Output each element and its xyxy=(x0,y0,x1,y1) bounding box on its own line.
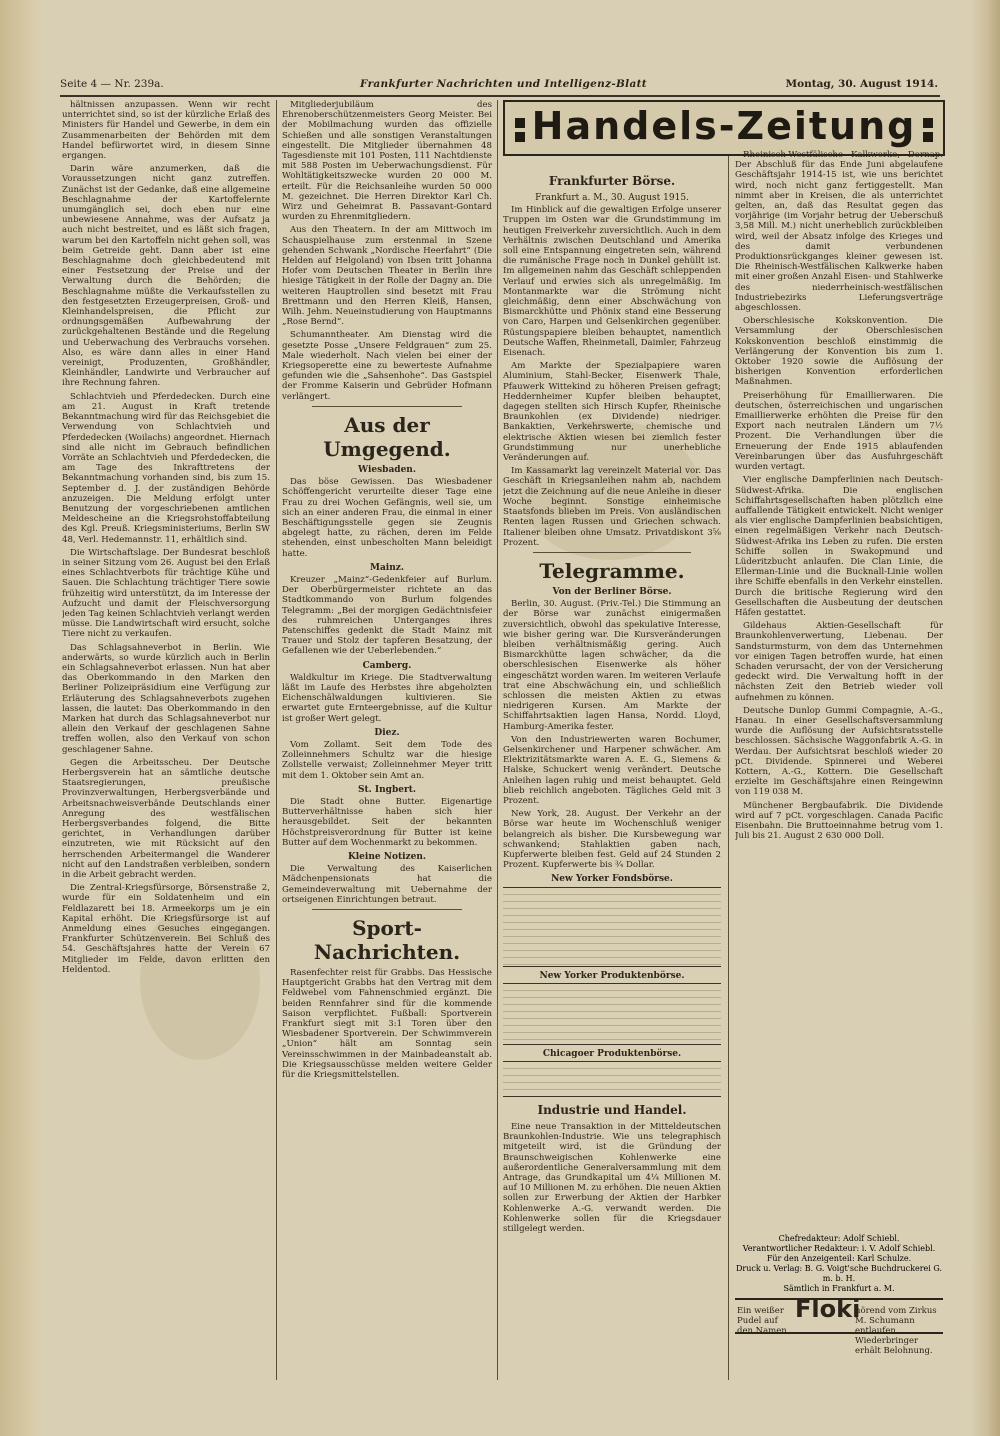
header-rule xyxy=(60,95,940,97)
article-paragraph: Gildehaus Aktien-Gesellschaft für Braunkohlenverwertung, Liebenau. Der Sandsturmsturm, von dem das Unternehmen vor einigen Tagen betroffen wurde, hat einen Schaden verursacht, der von der Versicherung gedeckt wird. Die Verwaltung hofft in der nächsten Zeit den Betrieb wieder voll aufnehmen zu können. xyxy=(735,621,943,703)
section-title-boerse: Frankfurter Börse. xyxy=(548,174,676,188)
article-paragraph: Kreuzer „Mainz“-Gedenkfeier auf Burlum. Der Oberbürgermeister richtete an das Stadtkommando von Burlum folgendes Telegramm: „Bei der morgigen Gedächtnisfeier des ruhmreichen Unterganges ihres Patenschiffes gedenkt die Stadt Mainz mit Trauer und Stolz der tapferen Besatzung, der Gefallenen wie der Ueberlebenden.“ xyxy=(282,574,492,657)
ad-text-right: hörend vom Zirkus M. Schumann entlaufen. Wiederbringer erhält Belohnung. xyxy=(855,1306,937,1356)
column-4 xyxy=(735,150,943,1290)
section-rule xyxy=(533,552,691,553)
article-paragraph: Mitgliederjubiläum des Ehrenoberschützenmeisters Georg Meister. Bei der Mobilmachung wurden das offizielle Schießen und alle sonstigen Veranstaltungen eingestellt. Die Mitglieder übernahmen 48 Tagesdienste mit 101 Posten, 111 Nachtdienste mit 588 Posten im Ueberwachungsdienst. Für Wohltätigkeitszwecke wurden 20 000 M. erteilt. Für die Reichsanleihe wurden 50 000 M. gezeichnet. Die Herren Direktor Karl Ch. Wirz und Geheimrat B. Passavant-Gontard wurden zu Ehrenmitgliedern. xyxy=(282,100,492,223)
article-paragraph: Aus den Theatern. In der am Mittwoch im Schauspielhause zum erstenmal in Szene gehenden Schwank „Nordische Heerfahrt“ (Die Helden auf Helgoland) von Ibsen tritt Johanna Hofer vom Deutschen Theater in Berlin ihre hiesige Tätigkeit in der Rolle der Dagny an. Die weiteren Hauptrollen sind besetzt mit Frau Brettmann und den Herren Kleiß, Hansen, Wilh. Jehm. Neueinstudierung von Hauptmanns „Rose Bernd“. xyxy=(282,225,492,328)
handels-zeitung-title: Handels-Zeitung xyxy=(531,104,917,148)
article-paragraph: Im Hinblick auf die gewaltigen Erfolge unserer Truppen im Osten war die Grundstimmung im heutigen Freiverkehr zuversichtlich. Auch in dem Verhältnis zwischen Deutschland und Amerika soll eine Entspannung eingetreten sein, während die rumänische Frage noch in Dunkel gehüllt ist. Im allgemeinen nahm das Geschäft schleppenden Verlauf und erwies sich als unregelmäßig. Im Montanmarkte war die Strömung nicht gleichmäßig, denn einer Abschwächung von Bismarckhütte und Phönix stand eine Besserung von Caro, Harpen und Gelsenkirchen gegenüber. Rüstungspapiere bleiben behauptet, namentlich Deutsche Waffen, Rheinmetall, Daimler, Fahrzeug Eisenach. xyxy=(503,205,721,359)
masthead: Frankfurter Nachrichten und Intelligenz-Blatt xyxy=(360,78,647,90)
article-paragraph: Das böse Gewissen. Das Wiesbadener Schöffengericht verurteilte dieser Tage eine Frau zu drei Wochen Gefängnis, weil sie, um sich an einer anderen Frau, die einmal in einer Beschäftigungsstelle gegen sie Zeugnis abgelegt hatte, zu rächen, deren im Felde stehenden, einst unbescholten Mann beleidigt hatte. xyxy=(282,477,492,559)
article-paragraph: Schlachtvieh und Pferdedecken. Durch eine am 21. August in Kraft tretende Bekanntmachung wird für das Reichsgebiet die Verwendung von Schlachtvieh und Pferdedecken (Woilachs) angeordnet. Hiernach sind alle nicht im Gebrauch befindlichen Vorräte an Schlachtvieh und Pferdedecken, die am Tage des Inkrafttretens der Bekanntmachung vorhanden sind, bis zum 15. September d. J. der zuständigen Behörde anzuzeigen. Die Meldung erfolgt unter Benutzung der vorgeschriebenen amtlichen Meldescheine an die Kriegsrohstoffabteilung des Kgl. Preuß. Kriegsministeriums, Berlin SW 48, Verl. Hedemannstr. 11, erhältlich sind. xyxy=(62,391,270,545)
dateline: Frankfurt a. M., 30. August 1915. xyxy=(535,193,689,203)
article-paragraph: Das Schlagsahneverbot in Berlin. Wie anderwärts, so wurde kürzlich auch in Berlin ein Schlagsahneverbot erlassen. Nun hat aber das Oberkommando in den Marken den Berliner Polizeipräsidium eine Verfügung zur Erläuterung des Schlagsahneverbots zugehen lassen, die lautet: Das Oberkommando in den Marken hat durch das Schlagsahneverbot nur allein den Verkauf der geschlagenen Sahne treffen wollen, also den Verkauf von schon geschlagener Sahne. xyxy=(62,642,270,755)
page-number: Seite 4 — Nr. 239a. xyxy=(60,78,164,90)
imprint xyxy=(735,1234,943,1294)
imprint-line: Druck u. Verlag: B. G. Voigt'sche Buchdruckerei G. m. b. H. xyxy=(735,1264,943,1283)
article-paragraph: Von den Industriewerten waren Bochumer, Gelsenkirchener und Harpener schwächer. Am Elektrizitätsmarkte waren A. E. G., Siemens & Halske, Schuckert wenig verändert. Deutsche Anleihen lagen ruhig und meist behauptet. Geld blieb reichlich angeboten. Tägliches Geld mit 3 Prozent. xyxy=(503,734,721,806)
subsection-heading: Von der Berliner Börse. xyxy=(552,586,672,597)
binding-gutter xyxy=(0,0,42,1436)
section-title-sport: Sport-Nachrichten. xyxy=(313,916,461,965)
issue-date: Montag, 30. August 1914. xyxy=(785,78,938,90)
table-heading: Chicagoer Produktenbörse. xyxy=(542,1048,682,1059)
table-heading: New Yorker Fondsbörse. xyxy=(551,874,673,885)
ad-text-left: Ein weißer Pudel auf den Namen xyxy=(737,1306,787,1336)
locality-heading: Mainz. xyxy=(369,562,404,573)
article-paragraph: Die Verwaltung des Kaiserlichen Mädchenpensionats hat die Gemeindeverwaltung mit Uebernahme der ortseigenen Einrichtungen betraut. xyxy=(282,864,492,905)
article-paragraph: Vom Zollamt. Seit dem Tode des Zolleinnehmers Schultz war die hiesige Zollstelle verwaist; Zolleinnehmer Meyer tritt mit dem 1. Oktober sein Amt an. xyxy=(282,739,492,781)
article-paragraph: Rasenfechter reist für Grabbs. Das Hessische Hauptgericht Grabbs hat den Vertrag mit dem Feldwebel vom Fahnenschmied ergänzt. Die beiden Rennfahrer sind für die kommende Saison verpflichtet. Fußball: Sportverein Frankfurt siegt mit 3:1 Toren über den Wiesbadener Sportverein. Der Schwimmverein „Union“ hält am Sonntag sein Vereinsschwimmen in der Mainbadeanstalt ab. Die Kriegsausschüsse melden weitere Gelder für die Kriegsmittelstellen. xyxy=(282,968,492,1081)
column-divider xyxy=(276,100,277,1380)
section-title-telegramme: Telegramme. xyxy=(539,558,685,583)
article-paragraph: Die Stadt ohne Butter. Eigenartige Butterverhältnisse haben sich hier herausgebildet. Seit der bekannten Höchstpreisverordnung für Butter ist keine Butter auf dem Wochenmarkt zu bekommen. xyxy=(282,796,492,848)
section-rule xyxy=(312,909,462,910)
article-paragraph: Deutsche Dunlop Gummi Compagnie, A.-G., Hanau. In einer Gesellschaftsversammlung wurde die Auflösung der Aufsichtsratsstelle beschlossen. Sächsische Waggonfabrik A.-G. in Werdau. Der Aufsichtsrat beschloß wieder 20 pCt. Dividende. Spinnerei und Weberei Kottern, A.-G., Kottern. Die Gesellschaft erzielte im Geschäftsjahre einen Reingewinn von 119 038 M. xyxy=(735,705,943,798)
article-paragraph: Schumanntheater. Am Dienstag wird die gesetzte Posse „Unsere Feldgrauen“ zum 25. Male wiederholt. Nach vielen bei einer der Kriegsoperette eine zu bewerteste Aufnahme gefunden wie die „Sahsenhohe“. Das Gastspiel der Fromme Kaiserin und Gebrüder Hofmann verlängert. xyxy=(282,330,492,402)
imprint-line: Sämtlich in Frankfurt a. M. xyxy=(783,1284,895,1293)
column-1 xyxy=(62,100,270,1385)
article-paragraph: Die Zentral-Kriegsfürsorge, Börsenstraße 2, wurde für ein Soldatenheim und ein Feldlazarett bei 18. Armeekorps um je ein Kapital erhöht. Die Kriegsfürsorge ist auf Anmeldung eines Gesuches eingegangen. Frankfurter Schützenverein. Bei Schluß des 54. Geschäftsjahres hatte der Verein 67 Mitglieder im Felde, davon erlitten den Heldentod. xyxy=(62,883,270,975)
article-paragraph: New York, 28. August. Der Verkehr an der Börse war heute im Wochenschluß weniger belangreich als bisher. Die Kursbewegung war schwankend; Stahlaktien gaben nach, Kupferwerte bleiben fest. Geld auf 24 Stunden 2 Prozent. Kupferwerte bis ¾ Dollar. xyxy=(503,809,721,871)
article-paragraph: Darin wäre anzumerken, daß die Voraussetzungen nicht ganz zutreffen. Zunächst ist der Gedanke, daß eine allgemeine Beschlagnahme der Kartoffelernte unumgänglich sei, doch eben nur eine unbewiesene Annahme, was der Aufsatz ja auch nicht bestreitet, und es läßt sich fragen, warum bei den Kartoffeln nicht gehen soll, was beim Getreide geht. Dann aber ist eine Beschlagnahme doch gleichbedeutend mit einer Festsetzung der Preise und der Verwaltung durch die Behörden; die Beschlagnahme müßte die Verkaufsstellen zu den festgesetzten Erzeugerpreisen, Groß- und Kleinhandelspreisen, die Pflicht zur ordnungsgemäßen Aufbewahrung der zurückgehaltenen Bestände und die Regelung und Ueberwachung des Verbrauchs vorsehen. Also, es wäre dann alles in einer Hand vereinigt, Produzenten, Großhändler, Kleinhändler, Landwirte und Verbraucher auf ihre Rechnung fahren. xyxy=(62,164,270,389)
stock-table-fonds xyxy=(503,887,721,967)
column-divider xyxy=(728,156,729,1380)
ad-headline: Floki xyxy=(795,1295,861,1323)
imprint-line: Für den Anzeigenteil: Karl Schulze. xyxy=(766,1254,912,1263)
locality-heading: Wiesbaden. xyxy=(358,464,416,475)
article-paragraph: Rheinisch-Westfälische Kalkwerke, Dornap. Der Abschluß für das Ende Juni abgelaufene Geschäftsjahr 1914-15 ist, wie uns berichtet wird, noch nicht ganz fertiggestellt. Man nimmt aber in Kreisen, die als unterrichtet gelten, an, daß das Resultat gegen das vorjährige (im Vorjahr betrug der Ueberschuß 3,58 Mill. M.) nicht unerheblich zurückbleiben wird, weil der Absatz infolge des Krieges und des damit verbundenen Produktionsrückganges kleiner gewesen ist. Die Rheinisch-Westfälischen Kalkwerke haben mit einer großen Anzahl Eisen- und Stahlwerke des niederrheinisch-westfälischen Industriebezirks Lieferungsverträge abgeschlossen. xyxy=(735,150,943,314)
locality-heading: Kleine Notizen. xyxy=(347,852,427,862)
locality-heading: Diez. xyxy=(374,727,400,738)
section-title-industrie: Industrie und Handel. xyxy=(537,1103,687,1117)
article-paragraph: Eine neue Transaktion in der Mitteldeutschen Braunkohlen-Industrie. Wie uns telegraphisch mitgeteilt wird, ist die Gründung der Braunschweigischen Kohlenwerke eine außerordentliche Generalversammlung mit dem Antrage, das Grundkapital um 4¼ Millionen M. auf 10 Millionen M. zu erhöhen. Die neuen Aktien sollen zur Erwerbung der Aktien der Harbker Kohlenwerke A.-G. verwandt werden. Die Kohlenwerke sollen für die Kriegsdauer stillgelegt werden. xyxy=(503,1122,721,1235)
article-paragraph: Vier englische Dampferlinien nach Deutsch-Südwest-Afrika. Die englischen Schiffahrtsgesellschaften haben plötzlich eine auffallende Tätigkeit entwickelt. Nicht weniger als vier englische Dampferlinien beabsichtigen, einen regelmäßigen Verkehr nach Deutsch-Südwest-Afrika ins Leben zu rufen. Die ersten Schiffe sollen in Swakopmund und Lüderitzbucht anlaufen. Die Clan Linie, die Ellerman-Linie und die Bucknall-Linie wollen ihre Schiffe ebenfalls in den Verkehr einstellen. Durch die britische Regierung wird den Gesellschaften die Ausbeutung der deutschen Häfen gestattet. xyxy=(735,475,943,618)
article-paragraph: hältnissen anzupassen. Wenn wir recht unterrichtet sind, so ist der kürzliche Erlaß des Ministers für Handel und Gewerbe, in dem ein Zusammenarbeiten der Behörden mit dem Handel befürwortet wird, in diesem Sinne ergangen. xyxy=(62,100,270,162)
handels-zeitung-banner xyxy=(503,100,945,156)
article-paragraph: Waldkultur im Kriege. Die Stadtverwaltung läßt im Laufe des Herbstes ihre abgeholzten Eichenschälwaldungen kultivieren. Sie erwartet gute Ernteergebnisse, auf die Kultur ist großer Wert gelegt. xyxy=(282,672,492,724)
locality-heading: St. Ingbert. xyxy=(357,784,417,795)
classified-ad xyxy=(735,1295,943,1356)
article-paragraph: Gegen die Arbeitsscheu. Der Deutsche Herbergsverein hat an sämtliche deutsche Staatsregierungen, preußische Provinzverwaltungen, Herbergsverbände und Arbeitsnachweisverbände Deutschlands einer Anregung des westfälischen Herbergsverbandes folgend, die Bitte gerichtet, in Verhandlungen darüber einzutreten, wie mit Rücksicht auf den herrschenden Arbeitermangel die Wanderer nicht auf den Landstraßen verbleiben, sondern in die Arbeit gebracht werden. xyxy=(62,757,270,881)
section-title-umgegend: Aus der Umgegend. xyxy=(323,412,451,461)
column-divider xyxy=(497,100,498,1380)
imprint-line: Chefredakteur: Adolf Schiebl. xyxy=(778,1234,900,1243)
article-paragraph: Oberschlesische Kokskonvention. Die Versammlung der Oberschlesischen Kokskonvention beschloß einstimmig die Verlängerung der Konvention bis zum 1. Oktober 1920 sowie die Auflösung der bisherigen Konvention erforderlichen Maßnahmen. xyxy=(735,316,943,388)
article-paragraph: Im Kassamarkt lag vereinzelt Material vor. Das Geschäft in Kriegsanleihen nahm ab, nachdem jetzt die Zeichnung auf die neue Anleihe in dieser Woche beginnt. Sonstige einheimische Staatsfonds blieben im Preis. Von ausländischen Renten lagen Russen und Griechen schwach. Italiener bleiben ohne Umsatz. Privatdiskont 3⅝ Prozent. xyxy=(503,466,721,548)
column-3 xyxy=(503,168,721,1383)
column-2 xyxy=(282,100,492,1385)
section-rule xyxy=(312,406,462,407)
stock-table-produkten xyxy=(503,983,721,1045)
article-paragraph: Berlin, 30. August. (Priv.-Tel.) Die Stimmung an der Börse war zunächst einigermaßen zuversichtlich, obwohl das spekulative Interesse, wie bisher gering war. Die Kursveränderungen bleiben verhältnismäßig gering. Auch Bismarckhütte lagen schwächer, da die oberschlesischen Eisenwerke als höher eingeschätzt worden waren. Im weiteren Verlaufe trat eine Abschwächung ein, und schließlich schlossen die meisten Aktien zu etwas niedrigeren Kursen. Am Markte der Schiffahrtsaktien lagen Hansa, Nordd. Lloyd, Hamburg-Amerika fester. xyxy=(503,599,721,732)
article-paragraph: Münchener Bergbaufabrik. Die Dividende wird auf 7 pCt. vorgeschlagen. Canada Pacific Eisenbahn. Die Bruttoeinnahme betrug vom 1. Juli bis 21. August 2 630 000 Doll. xyxy=(735,800,943,842)
imprint-line: Verantwortlicher Redakteur: i. V. Adolf Schiebl. xyxy=(742,1244,936,1253)
page-header xyxy=(60,78,938,96)
page-edge xyxy=(970,0,1000,1436)
stock-table-chicago xyxy=(503,1061,721,1097)
article-paragraph: Am Markte der Spezialpapiere waren Aluminium, Stahl-Becker, Eisenwerk Thale, Pfauwerk Wittekind zu höheren Preisen gefragt; Heddernheimer Kupfer bleiben behauptet, dagegen stellten sich Hirsch Kupfer, Rheinische Braunkohlen (ex Dividende) niedriger. Bankaktien, Verkehrswerte, chemische und elektrische Aktien wiesen bei ziemlich fester Grundstimmung nur unerhebliche Veränderungen auf. xyxy=(503,361,721,464)
locality-heading: Camberg. xyxy=(362,660,412,671)
table-heading: New Yorker Produktenbörse. xyxy=(539,970,685,981)
article-paragraph: Preiserhöhung für Emaillierwaren. Die deutschen, österreichischen und ungarischen Emaillierwerke erhöhten die Preise für den Export nach neutralen Ländern um 7½ Prozent. Die Verhandlungen über die Erneuerung der Ende 1915 ablaufenden Vereinbarungen über das Ausfuhrgeschäft wurden vertagt. xyxy=(735,390,943,473)
article-paragraph: Die Wirtschaftslage. Der Bundesrat beschloß in seiner Sitzung vom 26. August bei den Erlaß eines Schlachtverbots für trächtige Kühe und Sauen. Die Schlachtung trächtiger Tiere sowie frühzeitig wird unterstützt, da im Interesse der Aufzucht und damit der Fleischversorgung jeden Tag keinen Schlachtvieh verlangt werden müsse. Die Landwirtschaft wird ersucht, solche Tiere nicht zu verkaufen. xyxy=(62,547,270,640)
